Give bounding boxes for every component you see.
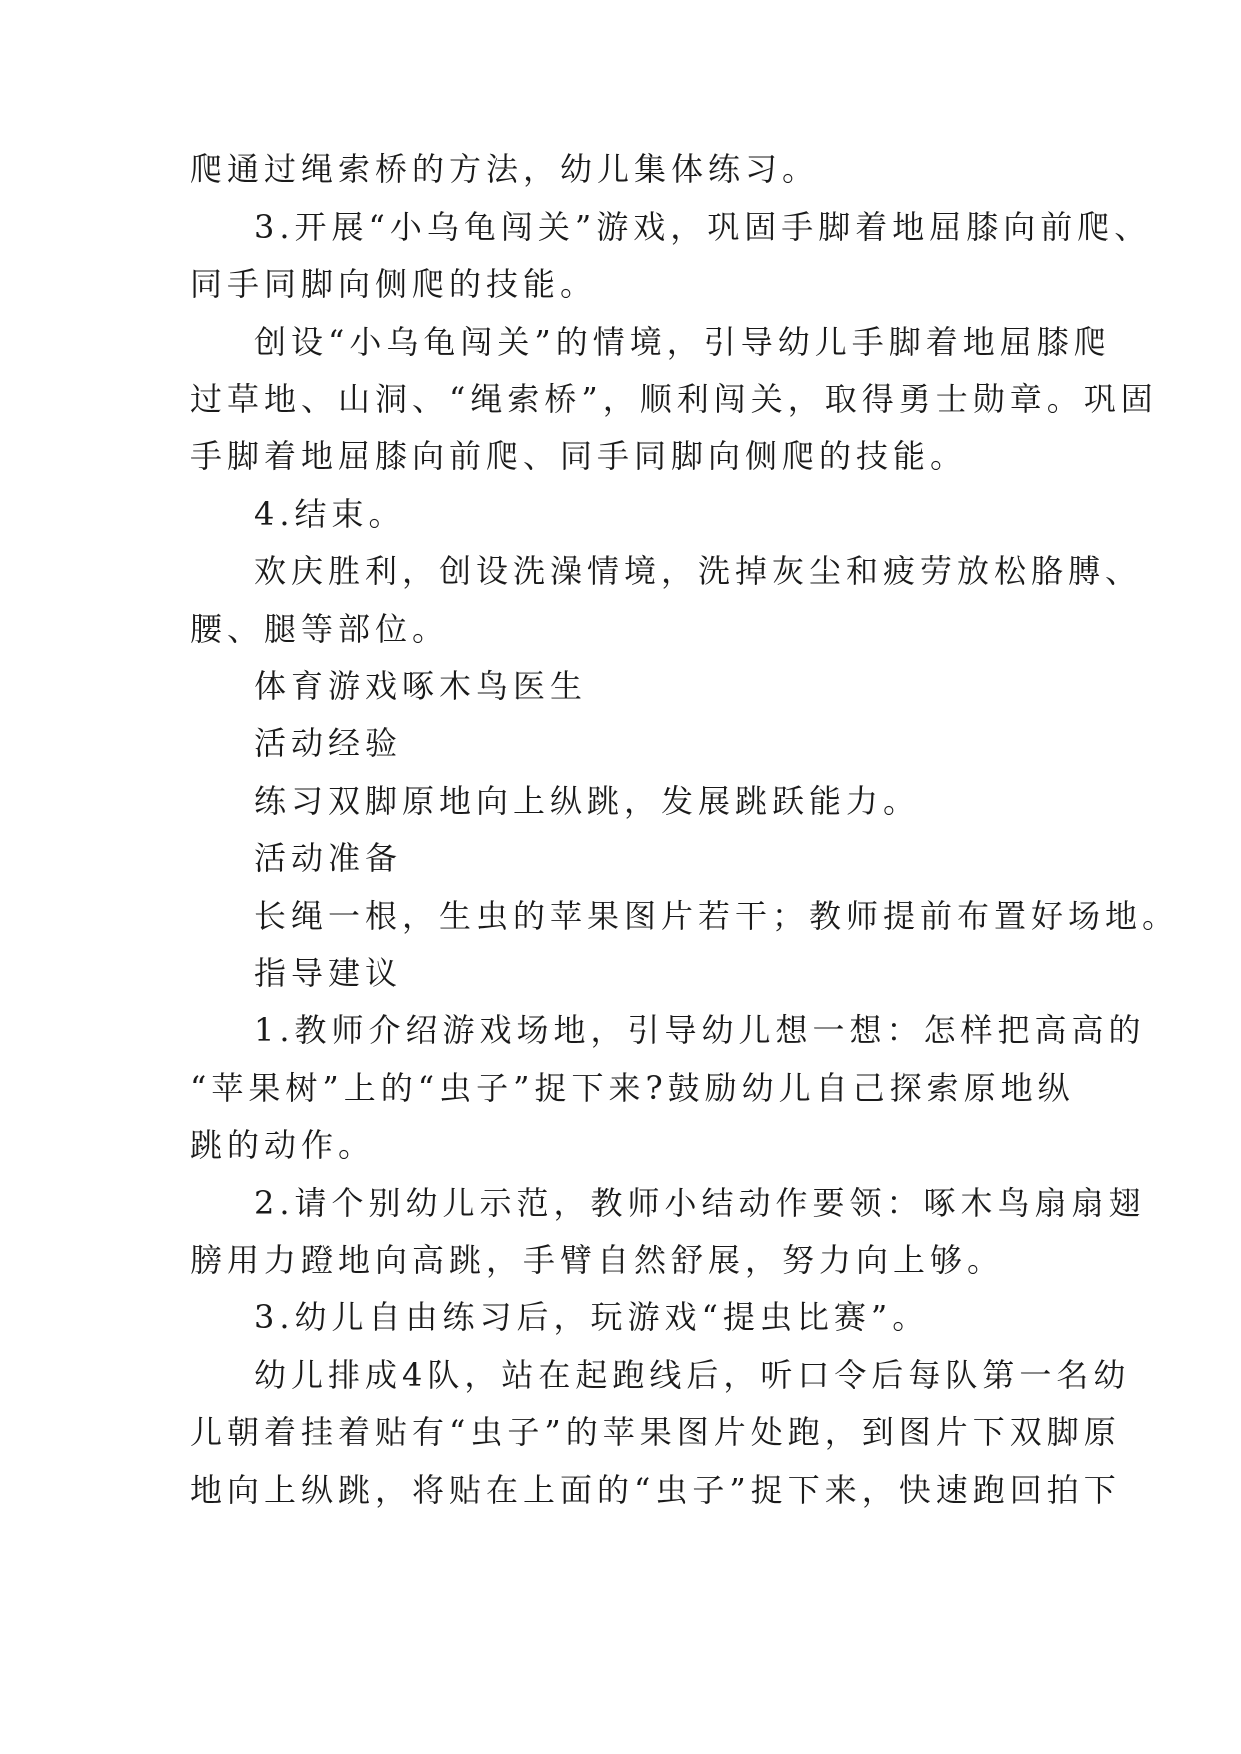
text-line-11: 活动经验 — [254, 724, 403, 762]
text-line-18: 跳的动作。 — [190, 1126, 376, 1164]
text-line-20: 膀用力蹬地向高跳，手臂自然舒展，努力向上够。 — [190, 1241, 1005, 1279]
text-line-10: 体育游戏啄木鸟医生 — [254, 667, 588, 705]
text-line-9: 腰、腿等部位。 — [190, 610, 450, 648]
text-line-19: 2.请个别幼儿示范，教师小结动作要领：啄木鸟扇扇翅 — [254, 1184, 1146, 1222]
text-line-17: “苹果树”上的“虫子”捉下来?鼓励幼儿自己探索原地纵 — [190, 1069, 1075, 1107]
text-line-5: 过草地、山洞、“绳索桥”，顺利闯关，取得勇士勋章。巩固 — [190, 380, 1158, 418]
text-line-3: 同手同脚向侧爬的技能。 — [190, 265, 598, 303]
text-line-8: 欢庆胜利，创设洗澡情境，洗掉灰尘和疲劳放松胳膊、 — [254, 552, 1143, 590]
text-line-16: 1.教师介绍游戏场地，引导幼儿想一想：怎样把高高的 — [254, 1011, 1146, 1049]
text-line-22: 幼儿排成4队，站在起跑线后，听口令后每队第一名幼 — [254, 1356, 1131, 1394]
text-line-4: 创设“小乌龟闯关”的情境，引导幼儿手脚着地屈膝爬 — [254, 323, 1111, 361]
text-line-21: 3.幼儿自由练习后，玩游戏“提虫比赛”。 — [254, 1298, 930, 1336]
text-line-23: 儿朝着挂着贴有“虫子”的苹果图片处跑，到图片下双脚原 — [190, 1413, 1121, 1451]
text-line-6: 手脚着地屈膝向前爬、同手同脚向侧爬的技能。 — [190, 437, 968, 475]
text-line-15: 指导建议 — [254, 954, 403, 992]
text-line-24: 地向上纵跳，将贴在上面的“虫子”捉下来，快速跑回拍下 — [190, 1471, 1121, 1509]
text-line-1: 爬通过绳索桥的方法，幼儿集体练习。 — [190, 150, 820, 188]
text-line-12: 练习双脚原地向上纵跳，发展跳跃能力。 — [254, 782, 921, 820]
text-line-2: 3.开展“小乌龟闯关”游戏，巩固手脚着地屈膝向前爬、 — [254, 208, 1152, 246]
text-line-7: 4.结束。 — [254, 495, 406, 533]
text-line-13: 活动准备 — [254, 839, 403, 877]
text-line-14: 长绳一根，生虫的苹果图片若干；教师提前布置好场地。 — [254, 897, 1180, 935]
